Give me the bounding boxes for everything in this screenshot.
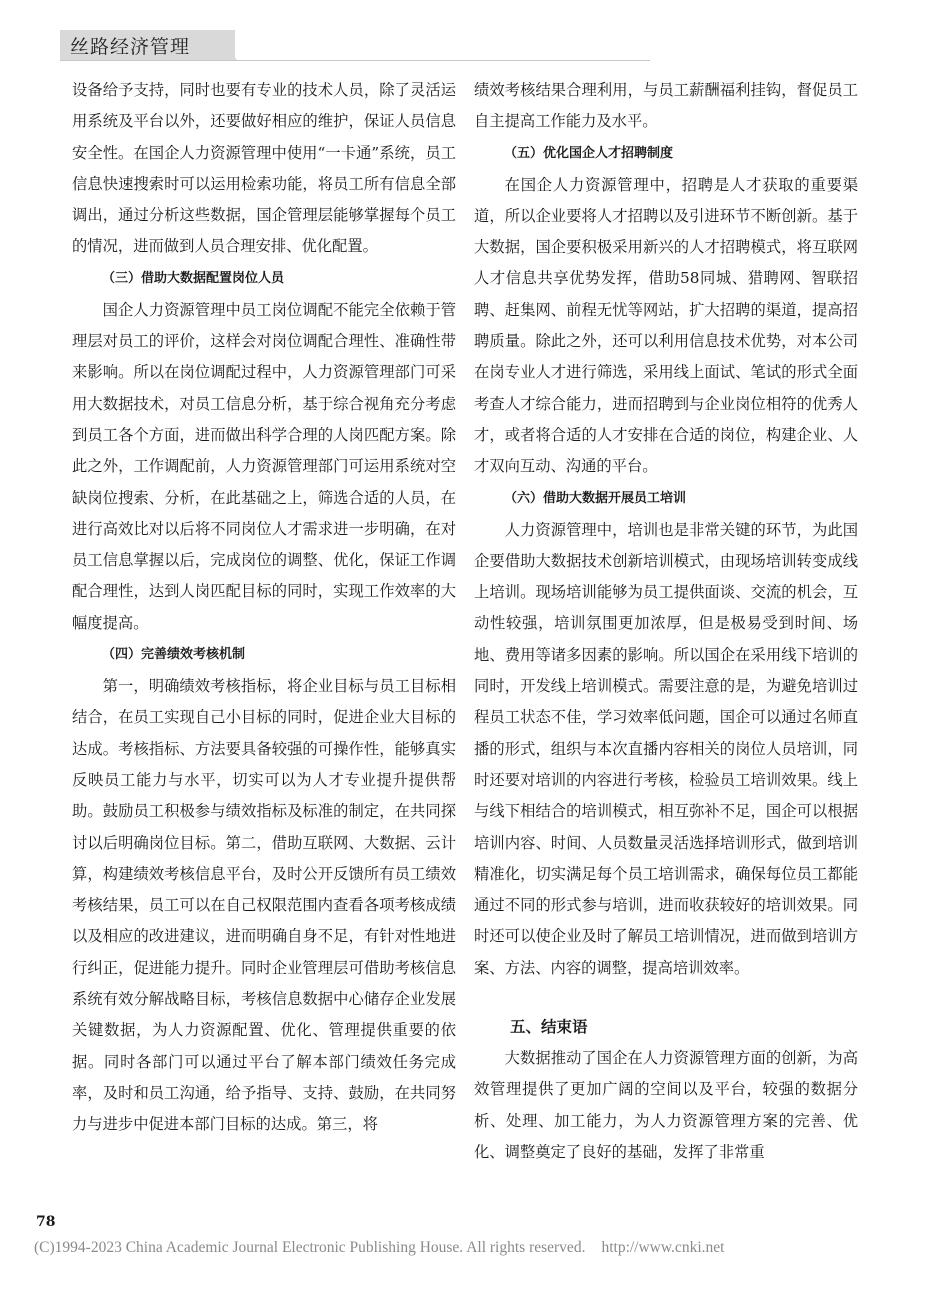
subsection-heading-3: （三）借助大数据配置岗位人员 [102,270,285,286]
section-heading-conclusion: 五、结束语 [510,1018,588,1037]
left-column [72,75,456,1215]
paragraph: 大数据推动了国企在人力资源管理方面的创新，为高效管理提供了更加广阔的空间以及平台，较强的数据分析、处理、加工能力，为人力资源管理方案的完善、优化、调整奠定了良好的基础，发挥了非常重 [474,1049,858,1161]
header-divider [60,60,650,61]
subsection-heading-4: （四）完善绩效考核机制 [102,647,246,663]
paragraph: 人力资源管理中，培训也是非常关键的环节，为此国企要借助大数据技术创新培训模式，由现场培训转变成线上培训。现场培训能够为员工提供面谈、交流的机会，互动性较强，培训氛围更加浓厚，但是极易受到时间、场地、费用等诸多因素的影响。所以国企在采用线下培训的同时，开发线上培训模式。需要注意的是，为避免培训过程员工状态不佳，学习效率低问题，国企可以通过名师直播的形式，组织与本次直播内容相关的岗位人员培训，同时还要对培训的内容进行考核，检验员工培训效果。线上与线下相结合的培训模式，相互弥补不足，国企可以根据培训内容、时间、人员数量灵活选择培训形式，做到培训精准化，切实满足每个员工培训需求，确保每位员工都能通过不同的形式参与培训，进而收获较好的培训效果。同时还可以使企业及时了解员工培训情况，进而做到培训方案、方法、内容的调整，提高培训效率。 [474,520,858,977]
paragraph: 设备给予支持，同时也要有专业的技术人员，除了灵活运用系统及平台以外，还要做好相应的维护，保证人员信息安全性。在国企人力资源管理中使用“一卡通”系统，员工信息快速搜索时可以运用检索功能，将员工所有信息全部调出，通过分析这些数据，国企管理层能够掌握每个员工的情况，进而做到人员合理安排、优化配置。 [72,81,456,256]
copyright-footer [34,1239,914,1257]
header-stripes-decoration [183,30,243,60]
copyright-text: (C)1994-2023 China Academic Journal Electronic Publishing House. All rights reserved. [34,1239,586,1256]
cnki-link[interactable]: http://www.cnki.net [601,1239,725,1256]
paragraph: 绩效考核结果合理利用，与员工薪酬福利挂钩，督促员工自主提高工作能力及水平。 [474,81,858,131]
subsection-heading-5: （五）优化国企人才招聘制度 [504,145,674,161]
paragraph: 在国企人力资源管理中，招聘是人才获取的重要渠道，所以企业要将人才招聘以及引进环节不断创新。基于大数据，国企要积极采用新兴的人才招聘模式，将互联网人才信息共享优势发挥，借助58同城、猎聘网、智联招聘、赶集网、前程无忧等网站，扩大招聘的渠道，提高招聘质量。除此之外，还可以利用信息技术优势，对本公司在岗专业人才进行筛选，采用线上面试、笔试的形式全面考查人才综合能力，进而招聘到与企业岗位相符的优秀人才，或者将合适的人才安排在合适的岗位，构建企业、人才双向互动、沟通的平台。 [474,175,858,476]
paragraph: 国企人力资源管理中员工岗位调配不能完全依赖于管理层对员工的评价，这样会对岗位调配合理性、准确性带来影响。所以在岗位调配过程中，人力资源管理部门可采用大数据技术，对员工信息分析，基于综合视角充分考虑到员工各个方面，进而做出科学合理的人岗匹配方案。除此之外，工作调配前，人力资源管理部门可运用系统对空缺岗位搜索、分析，在此基础之上，筛选合适的人员，在进行高效比对以后将不同岗位人才需求进一步明确，在对员工信息掌握以后，完成岗位的调整、优化，保证工作调配合理性，达到人岗匹配目标的同时，实现工作效率的大幅度提高。 [72,300,456,632]
page-number: 78 [36,1214,56,1230]
paragraph: 第一，明确绩效考核指标，将企业目标与员工目标相结合，在员工实现自己小目标的同时，促进企业大目标的达成。考核指标、方法要具备较强的可操作性，能够真实反映员工能力与水平，切实可以为人才专业提升提供帮助。鼓励员工积极参与绩效指标及标准的制定，在共同探讨以后明确岗位目标。第二，借助互联网、大数据、云计算，构建绩效考核信息平台，及时公开反馈所有员工绩效考核结果，员工可以在自己权限范围内查看各项考核成绩以及相应的改进建议，进而明确自身不足，有针对性地进行纠正，促进能力提升。同时企业管理层可借助考核信息系统有效分解战略目标，考核信息数据中心储存企业发展关键数据，为人力资源配置、优化、管理提供重要的依据。同时各部门可以通过平台了解本部门绩效任务完成率，及时和员工沟通，给予指导、支持、鼓励，在共同努力与进步中促进本部门目标的达成。第三，将 [72,677,456,1134]
subsection-heading-6: （六）借助大数据开展员工培训 [504,490,687,506]
journal-title: 丝路经济管理 [70,36,191,58]
right-column [474,75,858,1215]
